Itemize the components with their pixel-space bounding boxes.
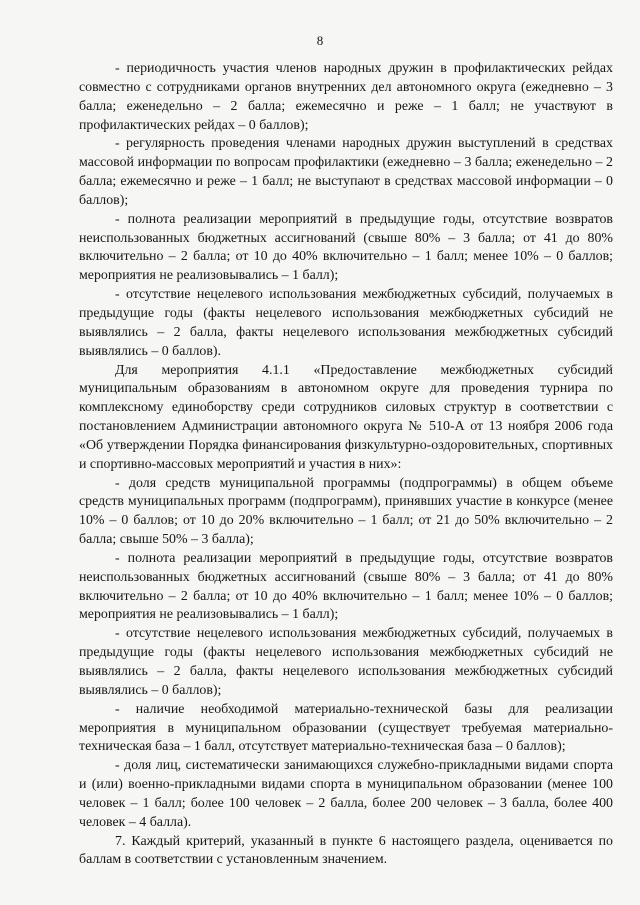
criterion-implementation-completeness: - полнота реализации мероприятий в предыдущие годы, отсутствие возвратов неиспользованных бюджетных ассигнований (свыше 80% – 3 балла; от 41 до 80% включительно – 2 балла; от 10 до 40% включительно – 1 балл; менее 10% – 0 баллов; мероприятия не реализовывались – 1 балл); (79, 211, 613, 284)
criterion-no-misuse-2: - отсутствие нецелевого использования межбюджетных субсидий, получаемых в предыдущие годы (факты нецелевого использования межбюджетных субсидий не выявлялись – 2 балла, факты нецелевого использования межбюджетных субсидий выявлялись – 0 баллов); (79, 626, 613, 698)
criterion-program-funds-share: - доля средств муниципальной программы (подпрограммы) в общем объеме средств муниципальных программ (подпрограмм), принявших участие в конкурсе (менее 10% – 0 баллов; от 10 до 20% включительно – 1 балл; от 21 до 50% включительно – 2 балла; свыше 50% – 3 балла); (79, 475, 613, 548)
criterion-implementation-completeness-2: - полнота реализации мероприятий в предыдущие годы, отсутствие возвратов неиспользованных бюджетных ассигнований (свыше 80% – 3 балла; от 41 до 80% включительно – 2 балла; от 10 до 40% включительно – 1 балл; менее 10% – 0 баллов; мероприятия не реализовывались – 1 балл); (79, 550, 613, 623)
criterion-sports-participants: - доля лиц, систематически занимающихся служебно-прикладными видами спорта и (или) военно-прикладными видами спорта в муниципальном образовании (менее 100 человек – 1 балл; более 100 человек – 2 балла, более 200 человек – 3 балла, более 400 человек – 4 балла). (79, 758, 613, 830)
page-number: 8 (316, 33, 324, 48)
criterion-patrol-participation: - периодичность участия членов народных дружин в профилактических рейдах совместно с сотрудниками органов внутренних дел автономного округа (ежедневно – 3 балла; еженедельно – 2 балла; ежемесячно и реже – 1 балл; не участвуют в профилактических рейдах – 0 баллов); (79, 61, 613, 133)
measure-4-1-1-intro: Для мероприятия 4.1.1 «Предоставление межбюджетных субсидий муниципальным образованиям в автономном округе для проведения турнира по комплексному единоборству среди сотрудников силовых структур в соответствии с постановлением Администрации автономного округа № 510-А от 13 ноября 2006 года «Об утверждении Порядка финансирования физкультурно-оздоровительных, спортивных и спортивно-массовых мероприятий и участия в них»: (79, 362, 613, 472)
document-body (79, 60, 613, 870)
criterion-media-appearances: - регулярность проведения членами народных дружин выступлений в средствах массовой информации по вопросам профилактики (ежедневно – 3 балла; еженедельно – 2 балла; ежемесячно и реже – 1 балл; не выступают в средствах массовой информации – 0 баллов); (79, 136, 613, 208)
criterion-no-misuse: - отсутствие нецелевого использования межбюджетных субсидий, получаемых в предыдущие годы (факты нецелевого использования межбюджетных субсидий не выявлялись – 2 балла, факты нецелевого использования межбюджетных субсидий выявлялись – 0 баллов). (79, 287, 613, 359)
clause-7: 7. Каждый критерий, указанный в пункте 6 настоящего раздела, оценивается по баллам в соответствии с установленным значением. (79, 833, 613, 868)
criterion-material-base: - наличие необходимой материально-технической базы для реализации мероприятия в муниципальном образовании (существует требуемая материально-техническая база – 1 балл, отсутствует материально-техническая база – 0 баллов); (79, 701, 613, 755)
